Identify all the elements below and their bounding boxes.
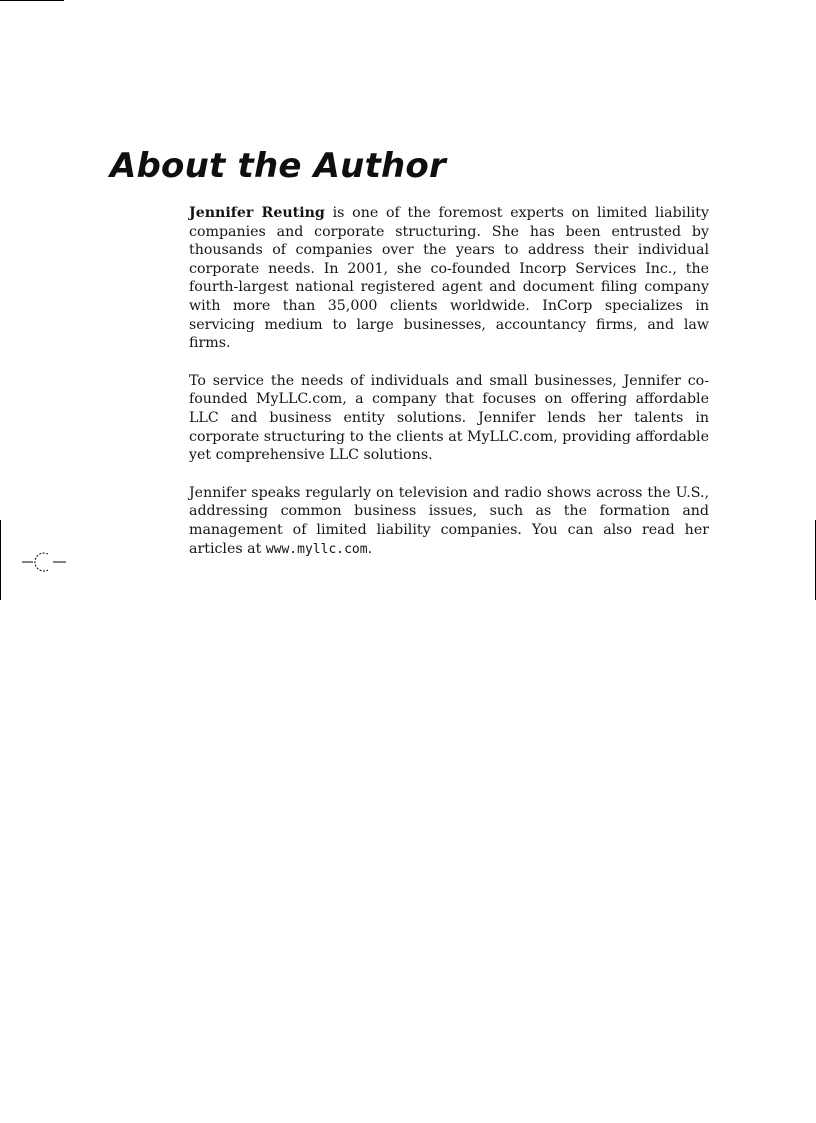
bio-paragraph-3-trail: . [367, 540, 373, 557]
crop-mark-left [0, 520, 1, 600]
registration-mark-icon [22, 548, 66, 576]
bio-paragraph-2: To service the needs of individuals and small businesses, Jennifer co-founded MyLLC.com, a company that focuses on offering affordable LLC and business entity solutions. Jennifer lends her talents in corporate structuring to the clients at MyLLC.com, providing affordable yet comprehensive LLC solutions. [189, 372, 709, 464]
crop-mark-top [0, 0, 64, 1]
bio-paragraph-1-text: is one of the foremost experts on limited liability companies and corporate structuring. She has been entrusted by thousands of companies over the years to address their individual corporate needs. In 2001, she co-founded Incorp Services Inc., the fourth-largest national registered agent and document filing company with more than 35,000 clients worldwide. InCorp specializes in servicing medium to large businesses, accountancy firms, and law firms. [189, 205, 709, 352]
website-link[interactable]: www.myllc.com [265, 541, 368, 557]
author-bio [189, 204, 709, 578]
author-name: Jennifer Reuting [189, 205, 325, 221]
bio-paragraph-3-text: Jennifer speaks regularly on television and radio shows across the U.S., addressing common business issues, such as the formation and management of limited liability companies. You can also read her articles at [189, 484, 709, 557]
bio-paragraph-3 [189, 484, 709, 559]
bio-paragraph-1 [189, 204, 709, 353]
page-title: About the Author [110, 146, 446, 186]
